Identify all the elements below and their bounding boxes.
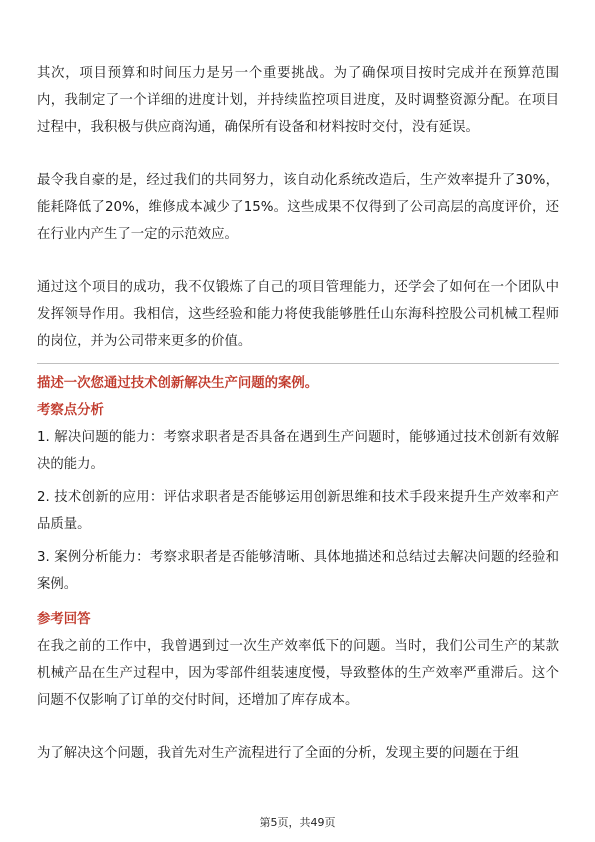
interview-question: 描述一次您通过技术创新解决生产问题的案例。 — [37, 376, 319, 391]
body-paragraph: 通过这个项目的成功，我不仅锻炼了自己的项目管理能力，还学会了如何在一个团队中发挥领导作用。我相信，这些经验和能力将使我能够胜任山东海科控股公司机械工程师的岗位，并为公司带来更多的价值。 — [37, 280, 559, 349]
answer-heading: 参考回答 — [37, 612, 91, 627]
section-divider — [37, 363, 559, 364]
page-content — [37, 60, 559, 767]
analysis-item: 1. 解决问题的能力：考察求职者是否具备在遇到生产问题时，能够通过技术创新有效解决的能力。 — [37, 430, 559, 472]
body-paragraph: 最令我自豪的是，经过我们的共同努力，该自动化系统改造后，生产效率提升了30%，能耗降低了20%，维修成本减少了15%。这些成果不仅得到了公司高层的高度评价，还在行业内产生了一定的示范效应。 — [37, 173, 559, 242]
analysis-item: 2. 技术创新的应用：评估求职者是否能够运用创新思维和技术手段来提升生产效率和产品质量。 — [37, 490, 559, 532]
analysis-heading: 考察点分析 — [37, 403, 104, 418]
spacer — [37, 598, 559, 606]
page-number-footer: 第5页，共49页 — [259, 816, 336, 829]
answer-paragraph: 在我之前的工作中，我曾遇到过一次生产效率低下的问题。当时，我们公司生产的某款机械产品在生产过程中，因为零部件组装速度慢，导致整体的生产效率严重滞后。这个问题不仅影响了订单的交付时间，还增加了库存成本。 — [37, 639, 559, 708]
analysis-list — [37, 424, 559, 598]
analysis-item: 3. 案例分析能力：考察求职者是否能够清晰、具体地描述和总结过去解决问题的经验和案例。 — [37, 550, 559, 592]
body-paragraph: 其次，项目预算和时间压力是另一个重要挑战。为了确保项目按时完成并在预算范围内，我制定了一个详细的进度计划，并持续监控项目进度，及时调整资源分配。在项目过程中，我积极与供应商沟通，确保所有设备和材料按时交付，没有延误。 — [37, 66, 559, 135]
answer-paragraph: 为了解决这个问题，我首先对生产流程进行了全面的分析，发现主要的问题在于组 — [37, 746, 520, 761]
